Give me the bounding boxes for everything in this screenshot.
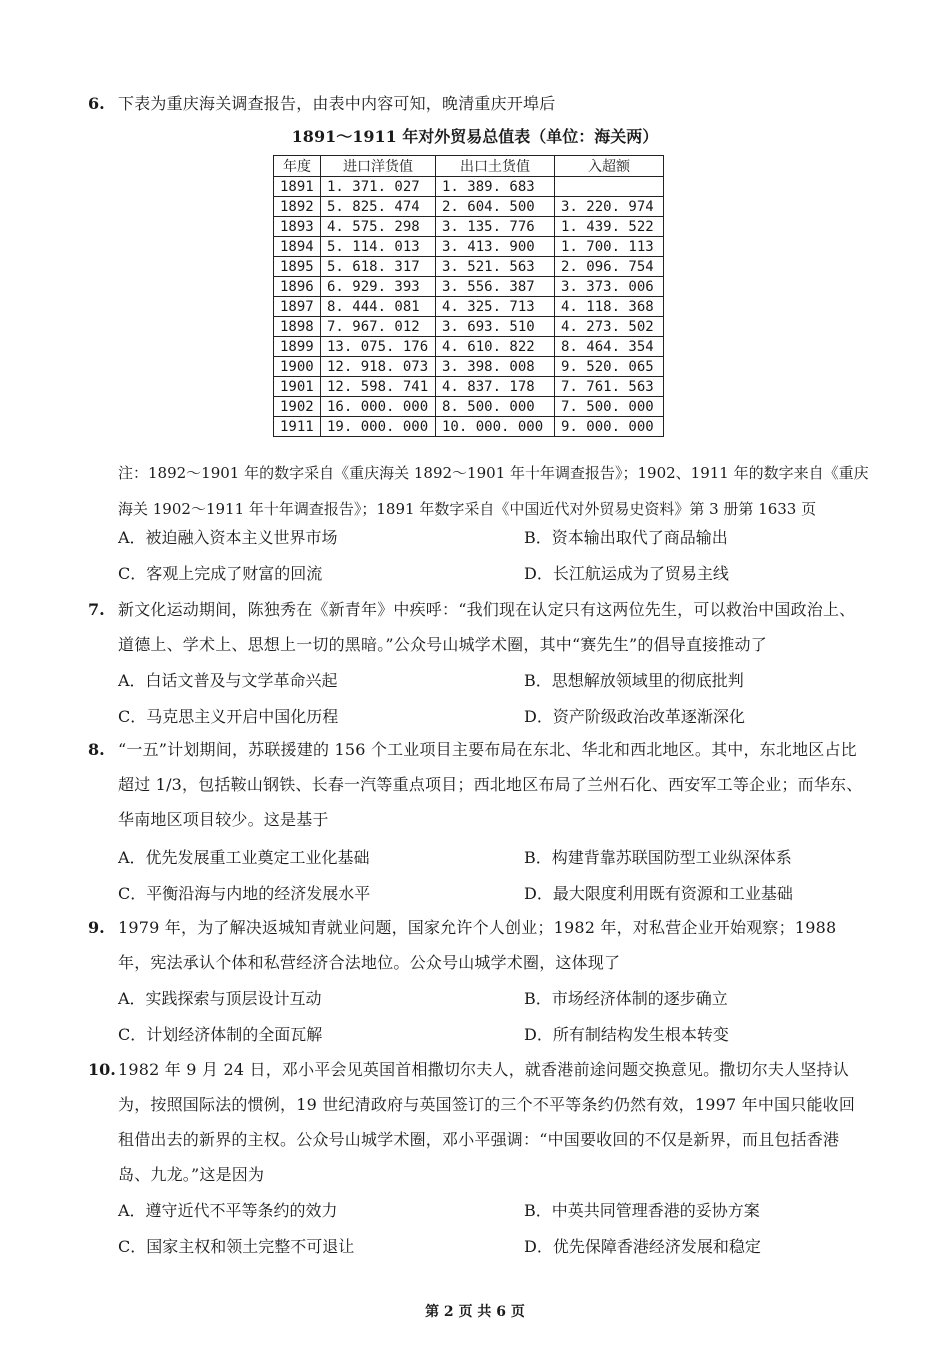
table-title: 1891～1911 年对外贸易总值表（单位：海关两） (291, 127, 659, 146)
page-footer: 第 2 页 共 6 页 (425, 1304, 525, 1320)
header-cell: 进口洋货值 (321, 156, 436, 177)
option-a[interactable]: A．被迫融入资本主义世界市场 (118, 528, 338, 547)
table-cell: 4. 575. 298 (321, 217, 436, 237)
option-d[interactable]: D．所有制结构发生根本转变 (524, 1025, 729, 1044)
table-cell: 4. 837. 178 (436, 377, 555, 397)
table-row (274, 317, 664, 337)
table-cell: 1. 371. 027 (321, 177, 436, 197)
table-row (274, 217, 664, 237)
option-c[interactable]: C．客观上完成了财富的回流 (118, 564, 323, 583)
option-d[interactable]: D．最大限度利用既有资源和工业基础 (524, 884, 793, 903)
table-cell: 7. 967. 012 (321, 317, 436, 337)
table-cell: 3. 556. 387 (436, 277, 555, 297)
question-10 (88, 1052, 868, 1192)
table-cell: 1892 (274, 197, 321, 217)
question-text: 下表为重庆海关调查报告，由表中内容可知，晚清重庆开埠后 (118, 94, 556, 113)
table-cell: 1896 (274, 277, 321, 297)
table-row (274, 237, 664, 257)
table-cell: 1891 (274, 177, 321, 197)
option-c[interactable]: C．马克思主义开启中国化历程 (118, 707, 339, 726)
question-number: 9. (88, 918, 105, 937)
table-cell: 5. 114. 013 (321, 237, 436, 257)
option-c[interactable]: C．计划经济体制的全面瓦解 (118, 1025, 323, 1044)
option-b[interactable]: B．资本输出取代了商品输出 (524, 528, 728, 547)
table-row (274, 377, 664, 397)
question-text: “一五”计划期间，苏联援建的 156 个工业项目主要布局在东北、华北和西北地区。其中，东北地区占比超过 1/3，包括鞍山钢铁、长春一汽等重点项目；西北地区布局了兰州石化、西安军工等企业；而华东、华南地区项目较少。这是基于 (118, 740, 863, 829)
table-cell: 1897 (274, 297, 321, 317)
question-7 (88, 592, 868, 662)
option-c[interactable]: C．国家主权和领土完整不可退让 (118, 1237, 355, 1256)
table-cell: 1901 (274, 377, 321, 397)
table-cell: 7. 761. 563 (555, 377, 664, 397)
table-cell: 10. 000. 000 (436, 417, 555, 437)
table-cell: 13. 075. 176 (321, 337, 436, 357)
header-cell: 年度 (274, 156, 321, 177)
table-cell: 1. 389. 683 (436, 177, 555, 197)
table-cell: 1900 (274, 357, 321, 377)
table-body (274, 177, 664, 437)
table-cell: 1. 700. 113 (555, 237, 664, 257)
question-text: 新文化运动期间，陈独秀在《新青年》中疾呼：“我们现在认定只有这两位先生，可以救治中国政治上、道德上、学术上、思想上一切的黑暗。”公众号山城学术圈，其中“赛先生”的倡导直接推动了 (118, 600, 856, 654)
table-cell (555, 177, 664, 197)
table-row (274, 357, 664, 377)
option-a[interactable]: A．实践探索与顶层设计互动 (118, 989, 322, 1008)
table-cell: 9. 000. 000 (555, 417, 664, 437)
table-cell: 1898 (274, 317, 321, 337)
trade-table (273, 155, 664, 437)
table-cell: 1. 439. 522 (555, 217, 664, 237)
table-note: 注：1892～1901 年的数字采自《重庆海关 1892～1901 年十年调查报告》；1902、1911 年的数字来自《重庆海关 1902～1911 年十年调查报告》；1891 年数字采自《中国近代对外贸易史资料》第 3 册第 1633 页 (118, 464, 869, 518)
table-cell: 8. 500. 000 (436, 397, 555, 417)
table-cell: 1894 (274, 237, 321, 257)
header-cell: 入超额 (555, 156, 664, 177)
table-cell: 1902 (274, 397, 321, 417)
question-6 (88, 86, 868, 121)
table-cell: 5. 825. 474 (321, 197, 436, 217)
question-number: 8. (88, 740, 105, 759)
option-a[interactable]: A．优先发展重工业奠定工业化基础 (118, 848, 370, 867)
question-number: 6. (88, 94, 105, 113)
table-cell: 2. 096. 754 (555, 257, 664, 277)
table-cell: 6. 929. 393 (321, 277, 436, 297)
table-row (274, 257, 664, 277)
table-cell: 7. 500. 000 (555, 397, 664, 417)
table-cell: 12. 918. 073 (321, 357, 436, 377)
table-row (274, 417, 664, 437)
table-row (274, 197, 664, 217)
table-cell: 16. 000. 000 (321, 397, 436, 417)
table-cell: 9. 520. 065 (555, 357, 664, 377)
table-cell: 1893 (274, 217, 321, 237)
option-b[interactable]: B．构建背靠苏联国防型工业纵深体系 (524, 848, 792, 867)
table-cell: 3. 220. 974 (555, 197, 664, 217)
option-d[interactable]: D．优先保障香港经济发展和稳定 (524, 1237, 761, 1256)
table-cell: 4. 325. 713 (436, 297, 555, 317)
option-a[interactable]: A．白话文普及与文学革命兴起 (118, 671, 338, 690)
question-number: 10. (88, 1060, 116, 1079)
option-d[interactable]: D．资产阶级政治改革逐渐深化 (524, 707, 745, 726)
table-cell: 3. 135. 776 (436, 217, 555, 237)
table-cell: 3. 373. 006 (555, 277, 664, 297)
table-cell: 2. 604. 500 (436, 197, 555, 217)
table-row (274, 277, 664, 297)
question-8 (88, 732, 868, 837)
table-cell: 12. 598. 741 (321, 377, 436, 397)
question-text: 1979 年，为了解决返城知青就业问题，国家允许个人创业；1982 年，对私营企业开始观察；1988 年，宪法承认个体和私营经济合法地位。公众号山城学术圈，这体现了 (118, 918, 837, 972)
question-number: 7. (88, 600, 105, 619)
table-row (274, 177, 664, 197)
question-9 (88, 910, 868, 980)
table-cell: 4. 610. 822 (436, 337, 555, 357)
option-b[interactable]: B．思想解放领域里的彻底批判 (524, 671, 744, 690)
table-cell: 1911 (274, 417, 321, 437)
table-row (274, 397, 664, 417)
table-cell: 1895 (274, 257, 321, 277)
option-d[interactable]: D．长江航运成为了贸易主线 (524, 564, 729, 583)
table-cell: 1899 (274, 337, 321, 357)
table-cell: 3. 398. 008 (436, 357, 555, 377)
table-cell: 3. 693. 510 (436, 317, 555, 337)
table-cell: 4. 118. 368 (555, 297, 664, 317)
table-cell: 4. 273. 502 (555, 317, 664, 337)
table-row (274, 297, 664, 317)
table-cell: 19. 000. 000 (321, 417, 436, 437)
table-cell: 5. 618. 317 (321, 257, 436, 277)
option-c[interactable]: C．平衡沿海与内地的经济发展水平 (118, 884, 371, 903)
header-cell: 出口土货值 (436, 156, 555, 177)
option-b[interactable]: B．中英共同管理香港的妥协方案 (524, 1201, 760, 1220)
option-b[interactable]: B．市场经济体制的逐步确立 (524, 989, 728, 1008)
table-cell: 3. 413. 900 (436, 237, 555, 257)
table-cell: 3. 521. 563 (436, 257, 555, 277)
question-text: 1982 年 9 月 24 日，邓小平会见英国首相撒切尔夫人，就香港前途问题交换意见。撒切尔夫人坚持认为，按照国际法的惯例，19 世纪清政府与英国签订的三个不平等条约仍然有效，1997 年中国只能收回租借出去的新界的主权。公众号山城学术圈，邓小平强调：“中国要收回的不仅是新界，而且包括香港岛、九龙。”这是因为 (118, 1060, 856, 1184)
option-a[interactable]: A．遵守近代不平等条约的效力 (118, 1201, 338, 1220)
table-cell: 8. 444. 081 (321, 297, 436, 317)
table-header-row (274, 156, 664, 177)
table-cell: 8. 464. 354 (555, 337, 664, 357)
table-row (274, 337, 664, 357)
